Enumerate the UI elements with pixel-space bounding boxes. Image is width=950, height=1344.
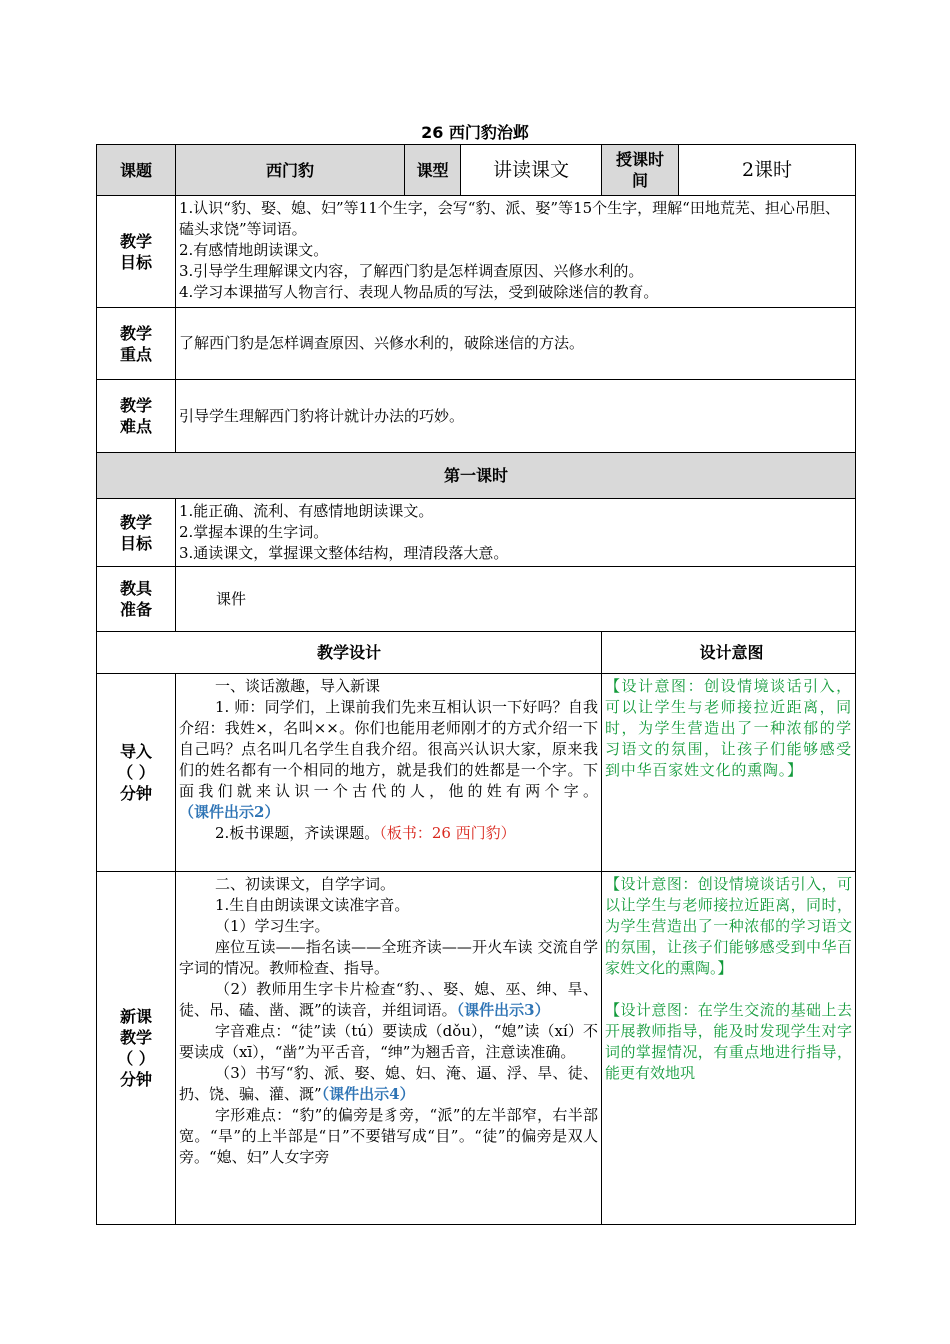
newlesson-intent — [602, 872, 856, 1225]
goals-row — [97, 196, 856, 308]
intro-intent: 【设计意图：创设情境谈话引入，可以让学生与老师接拉近距离，同时，为学生营造出了一种浓郁的学习语文的氛围，让孩子们能够感受到中华百家姓文化的熏陶。】 — [602, 674, 856, 872]
intro-label: 导入（ ）分钟 — [97, 674, 176, 872]
courseware-tag: （课件出示3） — [456, 1001, 550, 1019]
keypoints-label: 教学重点 — [97, 308, 176, 380]
keypoints-text: 了解西门豹是怎样调查原因、兴修水利的，破除迷信的方法。 — [176, 308, 856, 380]
goal-item: 1.认识“豹、娶、媳、妇”等11个生字，会写“豹、派、娶”等15个生字，理解“田地荒芜、担心吊胆、磕头求饶”等词语。 — [179, 199, 840, 238]
newlesson-paragraph: 座位互读——指名读——全班齐读——开火车读 交流自学字词的情况。教师检查、指导。 — [179, 938, 598, 977]
tools-label: 教具准备 — [97, 567, 176, 632]
design-column-header: 教学设计 — [97, 632, 602, 674]
label-hours: 授课时间 — [602, 145, 679, 196]
difficulties-label: 教学难点 — [97, 380, 176, 453]
newlesson-paragraph: （1）学习生字。 — [215, 917, 330, 935]
lesson1-goals-list — [176, 499, 856, 567]
keypoints-row — [97, 308, 856, 380]
courseware-tag: （课件出示2） — [179, 803, 280, 821]
newlesson-paragraph: 字形难点：“豹”的偏旁是豸旁，“派”的左半部窄，右半部宽。“旱”的上半部是“日”不要错写成“目”。“徒”的偏旁是双人旁。“媳、妇”人女字旁 — [179, 1106, 598, 1166]
difficulties-row — [97, 380, 856, 453]
type-value: 讲读课文 — [461, 145, 602, 196]
intent-note: 【设计意图：在学生交流的基础上去开展教师指导，能及时发现学生对字词的掌握情况，有重点地进行指导，能更有效地巩 — [605, 1001, 852, 1082]
board-tag: （板书：26 西门豹） — [379, 824, 516, 842]
intro-row — [97, 674, 856, 872]
intro-content — [176, 674, 602, 872]
lesson1-heading-row — [97, 453, 856, 499]
newlesson-heading: 二、初读课文，自学字词。 — [215, 875, 396, 893]
goal-item: 3.引导学生理解课文内容，了解西门豹是怎样调查原因、兴修水利的。 — [179, 262, 644, 280]
lesson1-goal-item: 1.能正确、流利、有感情地朗读课文。 — [179, 502, 434, 520]
lesson-plan-table — [96, 144, 856, 1225]
document-title: 26 西门豹治邺 — [421, 123, 529, 142]
lesson1-goals-row — [97, 499, 856, 567]
hours-value: 2课时 — [679, 145, 856, 196]
difficulties-text: 引导学生理解西门豹将计就计办法的巧妙。 — [176, 380, 856, 453]
label-topic: 课题 — [97, 145, 176, 196]
lesson1-goal-item: 3.通读课文，掌握课文整体结构，理清段落大意。 — [179, 544, 509, 562]
newlesson-paragraph: （3）书写“豹、派、娶、媳、妇、淹、逼、浮、旱、徒、扔、饶、骗、灌、溉”（课件出示4） — [179, 1064, 598, 1103]
lesson1-goals-label: 教学目标 — [97, 499, 176, 567]
lesson1-goal-item: 2.掌握本课的生字词。 — [179, 523, 329, 541]
courseware-tag: （课件出示4） — [321, 1085, 415, 1103]
intent-column-header: 设计意图 — [602, 632, 856, 674]
lesson1-heading: 第一课时 — [97, 453, 856, 499]
label-type: 课型 — [405, 145, 461, 196]
tools-text: 课件 — [176, 567, 856, 632]
intent-note: 【设计意图：创设情境谈话引入，可以让学生与老师接拉近距离，同时，为学生营造出了一种浓郁的学习语文的氛围，让孩子们能够感受到中华百家姓文化的熏陶。】 — [605, 875, 852, 977]
intro-paragraph: 2.板书课题，齐读课题。（板书：26 西门豹） — [215, 824, 516, 842]
header-row — [97, 145, 856, 196]
tools-row — [97, 567, 856, 632]
goals-label: 教学目标 — [97, 196, 176, 308]
goal-item: 2.有感情地朗读课文。 — [179, 241, 329, 259]
topic-value: 西门豹 — [176, 145, 405, 196]
intro-heading: 一、谈话激趣，导入新课 — [215, 677, 381, 695]
newlesson-paragraph: （2）教师用生字卡片检查“豹、、娶、媳、巫、绅、旱、徒、吊、磕、凿、溉”的读音，并组词语。（课件出示3） — [179, 980, 598, 1019]
newlesson-label: 新课教学（ ）分钟 — [97, 872, 176, 1225]
newlesson-paragraph: 1.生自由朗读课文读准字音。 — [215, 896, 410, 914]
design-header-row — [97, 632, 856, 674]
goal-item: 4.学习本课描写人物言行、表现人物品质的写法，受到破除迷信的教育。 — [179, 283, 659, 301]
goals-list — [176, 196, 856, 308]
intro-paragraph: 1. 师：同学们，上课前我们先来互相认识一下好吗？自我介绍：我姓×，名叫××。你们也能用老师刚才的方式介绍一下自己吗？点名叫几名学生自我介绍。很高兴认识大家，原来我们的姓名都有一个相同的地方，就是我们的姓都是一个字。下面我们就来认识一个古代的人，他的姓有两个字。（课件出示2） — [179, 698, 598, 821]
newlesson-paragraph: 字音难点：“徒”读（tú）要读成（dǒu），“媳”读（xí）不要读成（xī），“凿”为平舌音，“绅”为翘舌音，注意读准确。 — [179, 1022, 598, 1061]
newlesson-content — [176, 872, 602, 1225]
newlesson-row — [97, 872, 856, 1225]
